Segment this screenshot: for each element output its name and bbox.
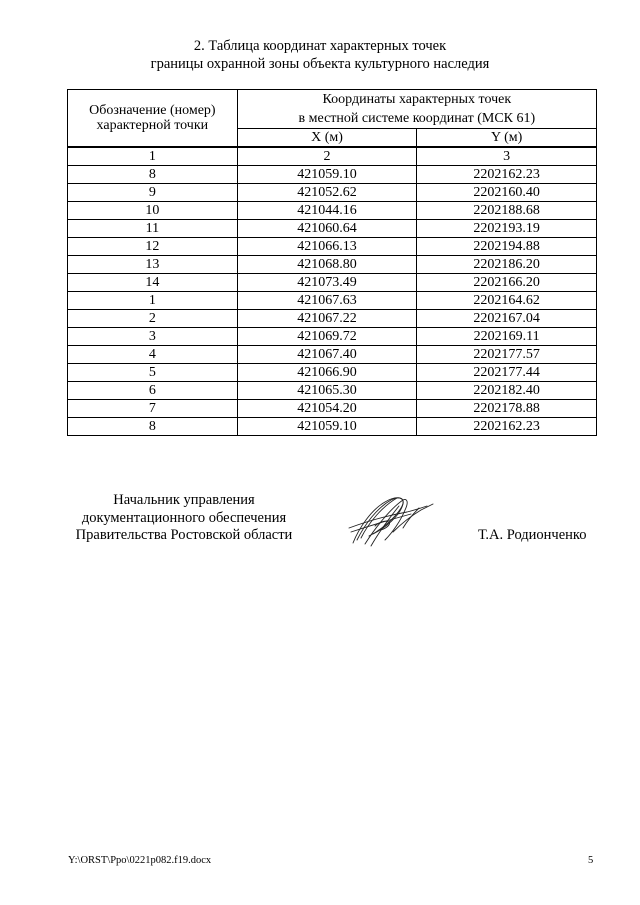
table-row: [68, 202, 597, 220]
table-index-row: [68, 147, 597, 166]
x-coordinate-cell: 421059.10: [237, 166, 417, 184]
index-cell: 2: [237, 147, 417, 166]
x-coordinate-cell: 421067.40: [237, 346, 417, 364]
point-number-cell: 11: [68, 220, 238, 238]
table-row: [68, 256, 597, 274]
y-coordinate-cell: 2202186.20: [417, 256, 597, 274]
point-number-cell: 2: [68, 310, 238, 328]
handwritten-signature: [345, 488, 440, 550]
x-coordinate-cell: 421065.30: [237, 382, 417, 400]
point-number-cell: 9: [68, 184, 238, 202]
y-coordinate-cell: 2202188.68: [417, 202, 597, 220]
y-coordinate-cell: 2202177.44: [417, 364, 597, 382]
x-coordinate-cell: 421066.13: [237, 238, 417, 256]
table-row: [68, 292, 597, 310]
y-coordinate-cell: 2202160.40: [417, 184, 597, 202]
point-number-cell: 3: [68, 328, 238, 346]
point-number-cell: 7: [68, 400, 238, 418]
y-coordinate-cell: 2202162.23: [417, 166, 597, 184]
x-coordinate-cell: 421068.80: [237, 256, 417, 274]
document-title-line-2: границы охранной зоны объекта культурного наследия: [150, 56, 490, 72]
signatory-position-line-2: документационного обеспечения: [81, 509, 287, 526]
coordinates-table: [67, 89, 597, 436]
x-coordinate-cell: 421054.20: [237, 400, 417, 418]
x-coordinate-cell: 421069.72: [237, 328, 417, 346]
table-row: [68, 220, 597, 238]
table-row: [68, 238, 597, 256]
point-number-cell: 8: [68, 418, 238, 436]
header-coordinates-line-2: в местной системе координат (МСК 61): [298, 111, 536, 126]
table-row: [68, 166, 597, 184]
header-point-designation-line-1: Обозначение (номер): [89, 103, 216, 118]
x-coordinate-cell: 421044.16: [237, 202, 417, 220]
table-row: [68, 310, 597, 328]
y-coordinate-cell: 2202162.23: [417, 418, 597, 436]
x-coordinate-cell: 421066.90: [237, 364, 417, 382]
y-coordinate-cell: 2202164.62: [417, 292, 597, 310]
y-coordinate-cell: 2202178.88: [417, 400, 597, 418]
y-coordinate-cell: 2202193.19: [417, 220, 597, 238]
point-number-cell: 8: [68, 166, 238, 184]
x-coordinate-cell: 421067.22: [237, 310, 417, 328]
table-row: [68, 400, 597, 418]
point-number-cell: 6: [68, 382, 238, 400]
point-number-cell: 5: [68, 364, 238, 382]
signatory-position-line-3: Правительства Ростовской области: [75, 527, 293, 543]
header-coordinates: [237, 90, 596, 129]
y-coordinate-cell: 2202169.11: [417, 328, 597, 346]
table-row: [68, 364, 597, 382]
document-title-line-1: 2. Таблица координат характерных точек: [193, 38, 447, 54]
point-number-cell: 1: [68, 292, 238, 310]
footer-file-path: Y:\ORST\Ppo\0221p082.f19.docx: [68, 855, 212, 866]
footer-page-number: 5: [588, 855, 594, 866]
point-number-cell: 14: [68, 274, 238, 292]
table-row: [68, 418, 597, 436]
table-row: [68, 328, 597, 346]
x-coordinate-cell: 421052.62: [237, 184, 417, 202]
x-coordinate-cell: 421067.63: [237, 292, 417, 310]
signatory-position-line-1: Начальник управления: [113, 492, 255, 508]
header-coordinates-line-1: Координаты характерных точек: [322, 92, 512, 107]
table-row: [68, 274, 597, 292]
index-cell: 1: [68, 147, 238, 166]
header-x: X (м): [237, 129, 417, 148]
y-coordinate-cell: 2202182.40: [417, 382, 597, 400]
table-body: [68, 147, 597, 436]
header-y: Y (м): [417, 129, 597, 148]
y-coordinate-cell: 2202167.04: [417, 310, 597, 328]
table-row: [68, 184, 597, 202]
y-coordinate-cell: 2202166.20: [417, 274, 597, 292]
point-number-cell: 13: [68, 256, 238, 274]
signatory-name: Т.А. Родионченко: [478, 527, 587, 543]
signatory-position: [68, 492, 300, 545]
point-number-cell: 10: [68, 202, 238, 220]
header-point-designation: [68, 90, 238, 148]
point-number-cell: 4: [68, 346, 238, 364]
table-row: [68, 346, 597, 364]
header-point-designation-line-2: характерной точки: [96, 118, 209, 133]
point-number-cell: 12: [68, 238, 238, 256]
index-cell: 3: [417, 147, 597, 166]
x-coordinate-cell: 421060.64: [237, 220, 417, 238]
x-coordinate-cell: 421073.49: [237, 274, 417, 292]
x-coordinate-cell: 421059.10: [237, 418, 417, 436]
y-coordinate-cell: 2202194.88: [417, 238, 597, 256]
table-row: [68, 382, 597, 400]
y-coordinate-cell: 2202177.57: [417, 346, 597, 364]
